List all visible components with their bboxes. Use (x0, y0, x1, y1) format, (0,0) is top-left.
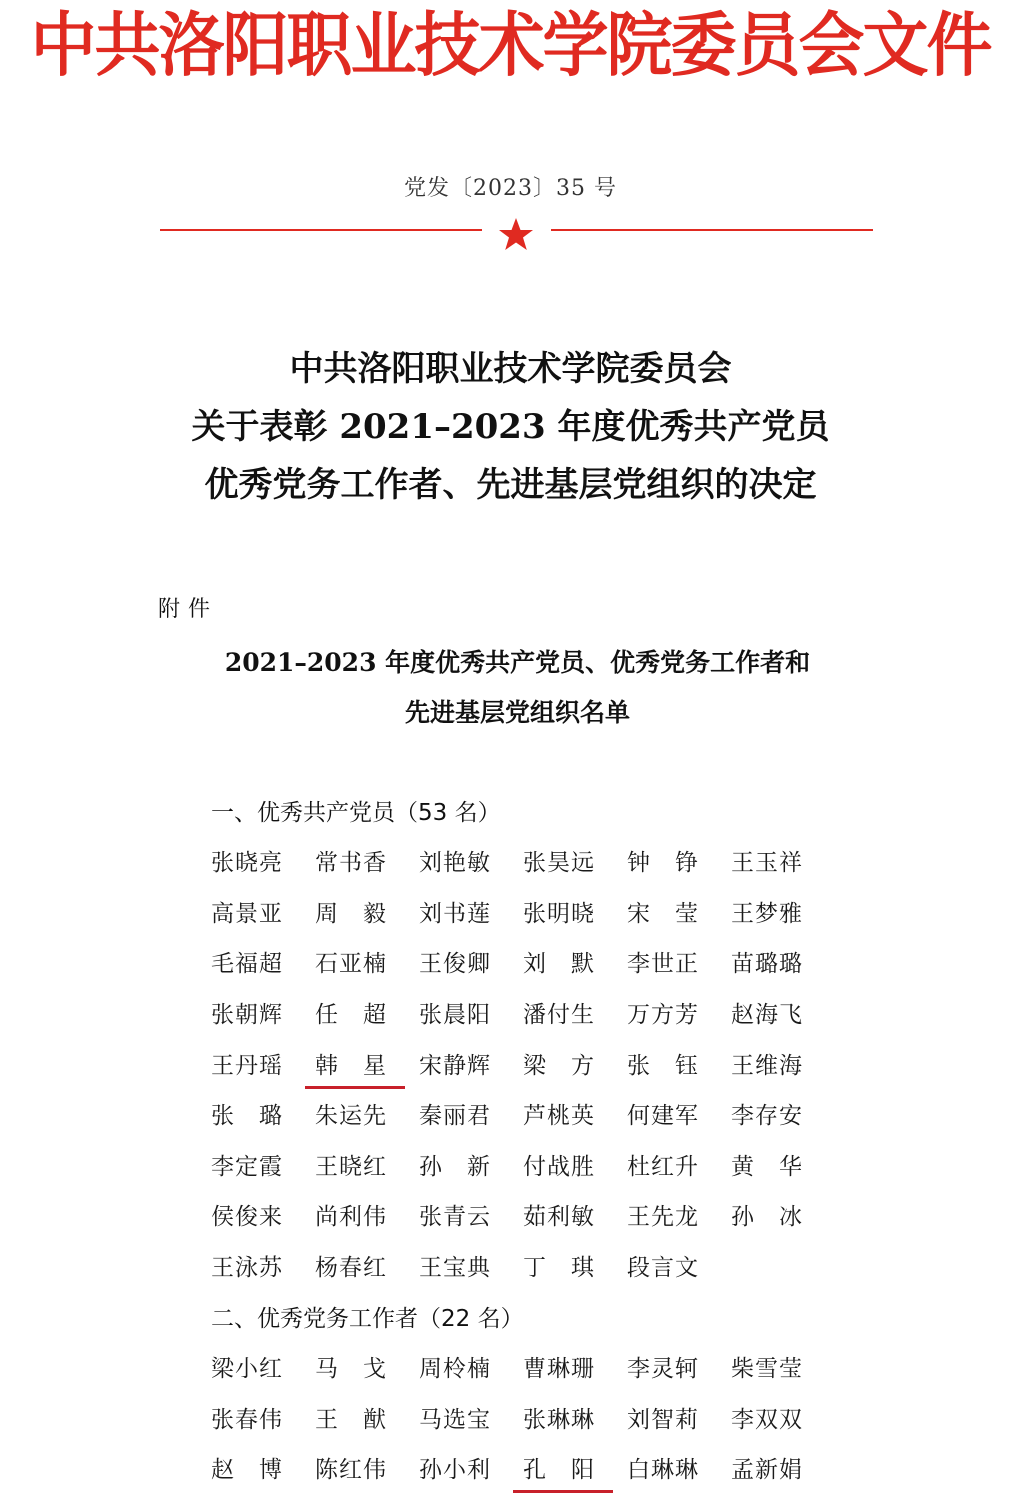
name-entry: 尚利伟 (315, 1204, 387, 1231)
document-header-title: 中共洛阳职业技术学院委员会文件 (30, 4, 991, 86)
name-entry: 潘付生 (523, 1002, 595, 1029)
section-heading-party-members: 一、优秀共产党员（53 名） (211, 800, 501, 826)
name-entry: 刘 默 (523, 951, 595, 978)
name-entry: 钟 铮 (627, 850, 699, 877)
name-row (211, 939, 851, 990)
section-heading-party-workers: 二、优秀党务工作者（22 名） (211, 1306, 524, 1332)
name-entry: 张晨阳 (419, 1002, 491, 1029)
name-entry: 韩 星 (315, 1049, 419, 1083)
name-row (211, 1192, 851, 1243)
name-entry: 李世正 (627, 951, 699, 978)
name-entry: 赵海飞 (731, 1002, 803, 1029)
name-entry: 王丹瑶 (211, 1052, 283, 1079)
decision-title (0, 340, 1021, 514)
name-entry: 刘书莲 (419, 900, 491, 927)
name-entry: 孙 冰 (731, 1204, 803, 1231)
decision-title-line-1: 中共洛阳职业技术学院委员会 (289, 349, 732, 389)
name-row (211, 1344, 851, 1395)
name-row (211, 1395, 851, 1446)
name-entry: 高景亚 (211, 900, 283, 927)
name-entry: 李存安 (731, 1103, 803, 1130)
name-entry: 王俊卿 (419, 951, 491, 978)
name-entry: 茹利敏 (523, 1204, 595, 1231)
name-entry: 刘智莉 (627, 1406, 699, 1433)
decision-title-line-2: 关于表彰 2021–2023 年度优秀共产党员 (191, 407, 830, 447)
attachment-title-line-1: 2021–2023 年度优秀共产党员、优秀党务工作者和 (224, 648, 811, 677)
name-entry: 梁小红 (211, 1356, 283, 1383)
name-entry: 王晓红 (315, 1153, 387, 1180)
name-entry: 张朝辉 (211, 1002, 283, 1029)
name-entry: 李灵轲 (627, 1356, 699, 1383)
name-entry: 马选宝 (419, 1406, 491, 1433)
name-entry: 梁 方 (523, 1052, 595, 1079)
name-entry: 毛福超 (211, 951, 283, 978)
name-entry: 杜红升 (627, 1153, 699, 1180)
name-row (211, 1445, 851, 1496)
name-entry: 赵 博 (211, 1457, 283, 1484)
name-entry: 黄 华 (731, 1153, 803, 1180)
name-entry: 张晓亮 (211, 850, 283, 877)
name-entry: 孔 阳 (523, 1453, 627, 1487)
red-star-icon (497, 216, 535, 254)
name-entry: 王玉祥 (731, 850, 803, 877)
name-list-party-members (211, 838, 851, 1293)
name-entry: 柴雪莹 (731, 1356, 803, 1383)
name-row (211, 838, 851, 889)
name-entry: 段言文 (627, 1255, 699, 1282)
name-entry: 杨春红 (315, 1255, 387, 1282)
name-entry: 王泳苏 (211, 1255, 283, 1282)
name-entry: 曹琳珊 (523, 1356, 595, 1383)
name-entry: 王 猷 (315, 1406, 387, 1433)
name-entry: 孙 新 (419, 1153, 491, 1180)
name-list-party-workers (211, 1344, 851, 1496)
name-entry: 朱运先 (315, 1103, 387, 1130)
name-entry: 何建军 (627, 1103, 699, 1130)
name-entry: 常书香 (315, 850, 387, 877)
attachment-title (0, 638, 1021, 738)
name-entry: 苗璐璐 (731, 951, 803, 978)
name-row (211, 1142, 851, 1193)
name-entry: 张青云 (419, 1204, 491, 1231)
name-entry: 王宝典 (419, 1255, 491, 1282)
name-entry: 宋 莹 (627, 900, 699, 927)
name-entry: 陈红伟 (315, 1457, 387, 1484)
attachment-label: 附件 (158, 597, 219, 622)
name-entry: 丁 琪 (523, 1255, 595, 1282)
name-entry: 万方芳 (627, 1002, 699, 1029)
name-entry: 张 璐 (211, 1103, 283, 1130)
name-entry: 李定霞 (211, 1153, 283, 1180)
name-entry: 张 钰 (627, 1052, 699, 1079)
name-entry: 白琳琳 (627, 1457, 699, 1484)
name-entry: 周 毅 (315, 900, 387, 927)
name-entry: 周柃楠 (419, 1356, 491, 1383)
name-row (211, 1243, 851, 1294)
name-entry: 张昊远 (523, 850, 595, 877)
document-number: 党发〔2023〕35 号 (404, 176, 617, 201)
name-entry: 孙小利 (419, 1457, 491, 1484)
name-entry: 王维海 (731, 1052, 803, 1079)
red-divider-left (160, 229, 482, 231)
name-row (211, 1091, 851, 1142)
attachment-title-line-2: 先进基层党组织名单 (404, 698, 630, 727)
red-divider-right (551, 229, 873, 231)
name-entry: 孟新娟 (731, 1457, 803, 1484)
decision-title-line-3: 优秀党务工作者、先进基层党组织的决定 (204, 465, 817, 505)
name-entry: 王先龙 (627, 1204, 699, 1231)
name-row (211, 1040, 851, 1091)
name-entry: 宋静辉 (419, 1052, 491, 1079)
name-entry: 马 戈 (315, 1356, 387, 1383)
name-entry: 石亚楠 (315, 951, 387, 978)
name-entry: 张琳琳 (523, 1406, 595, 1433)
name-entry: 张明晓 (523, 900, 595, 927)
name-entry: 李双双 (731, 1406, 803, 1433)
name-entry: 任 超 (315, 1002, 387, 1029)
name-entry: 芦桃英 (523, 1103, 595, 1130)
name-entry: 侯俊来 (211, 1204, 283, 1231)
name-entry: 秦丽君 (419, 1103, 491, 1130)
name-entry: 刘艳敏 (419, 850, 491, 877)
name-entry: 张春伟 (211, 1406, 283, 1433)
name-entry: 王梦雅 (731, 900, 803, 927)
name-entry: 付战胜 (523, 1153, 595, 1180)
name-row (211, 990, 851, 1041)
name-row (211, 889, 851, 940)
